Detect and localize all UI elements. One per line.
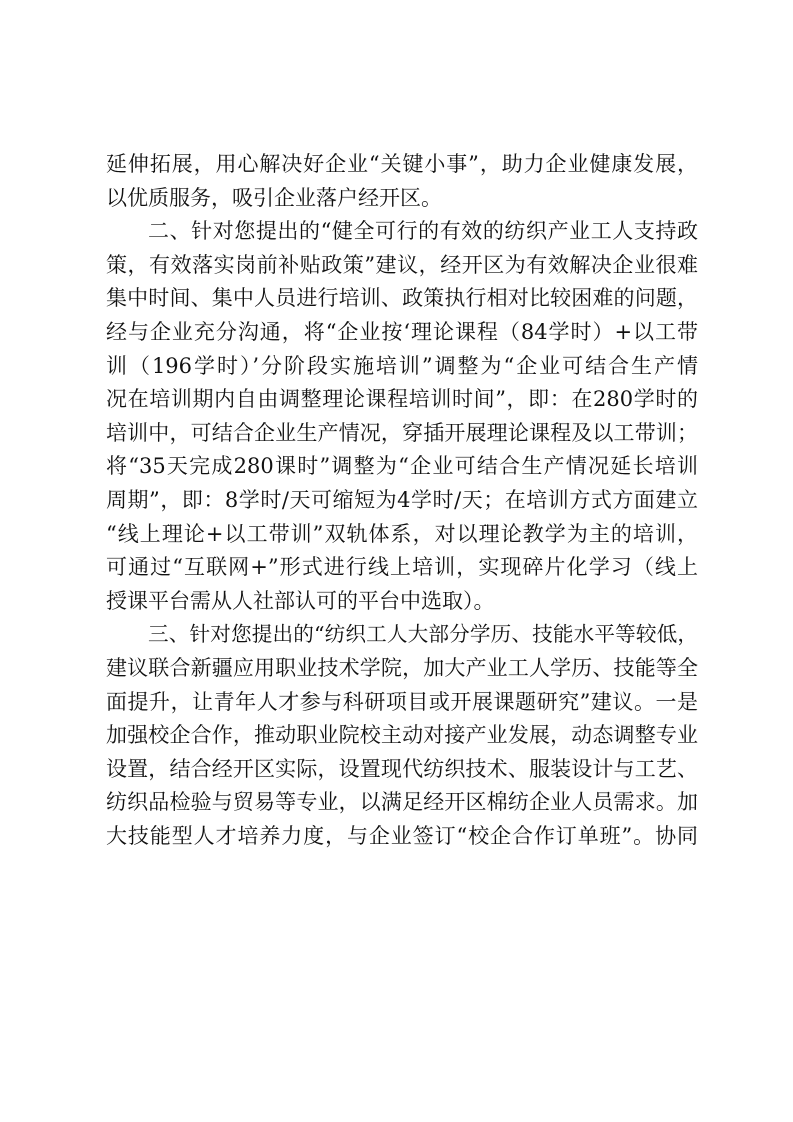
text-line: 纺织品检验与贸易等专业，以满足经开区棉纺企业人员需求。加 xyxy=(106,790,698,815)
text-line: 训（196学时）’分阶段实施培训”调整为“企业可结合生产情 xyxy=(106,353,698,378)
text-line: “线上理论+以工带训”双轨体系，对以理论教学为主的培训， xyxy=(106,521,698,546)
text-line: 以优质服务，吸引企业落户经开区。 xyxy=(106,185,442,210)
text-line: 设置，结合经开区实际，设置现代纺织技术、服装设计与工艺、 xyxy=(106,756,698,781)
text-line: 经与企业充分沟通，将“企业按‘理论课程（84学时）+以工带 xyxy=(106,319,698,344)
body-text xyxy=(106,148,698,853)
paragraph-start-line: 三、针对您提出的“纺织工人大部分学历、技能水平等较低， xyxy=(148,622,698,647)
text-line: 况在培训期内自由调整理论课程培训时间”，即：在280学时的 xyxy=(106,387,698,412)
text-line: 授课平台需从人社部认可的平台中选取）。 xyxy=(106,588,495,613)
text-line: 建议联合新疆应用职业技术学院，加大产业工人学历、技能等全 xyxy=(106,655,698,680)
text-line: 周期”，即：8学时/天可缩短为4学时/天；在培训方式方面建立 xyxy=(106,487,698,512)
paragraph-start-line: 二、针对您提出的“健全可行的有效的纺织产业工人支持政 xyxy=(148,219,698,244)
text-line: 策，有效落实岗前补贴政策”建议，经开区为有效解决企业很难 xyxy=(106,252,698,277)
text-line: 面提升，让青年人才参与科研项目或开展课题研究”建议。一是 xyxy=(106,689,698,714)
text-line: 加强校企合作，推动职业院校主动对接产业发展，动态调整专业 xyxy=(106,723,698,748)
text-line: 集中时间、集中人员进行培训、政策执行相对比较困难的问题， xyxy=(106,286,698,311)
text-line: 可通过“互联网+”形式进行线上培训，实现碎片化学习（线上 xyxy=(106,555,698,580)
text-line: 将“35天完成280课时”调整为“企业可结合生产情况延长培训 xyxy=(106,454,698,479)
text-line: 延伸拓展，用心解决好企业“关键小事”，助力企业健康发展， xyxy=(106,152,698,176)
text-line: 大技能型人才培养力度，与企业签订“校企合作订单班”。协同 xyxy=(106,823,698,848)
text-line: 培训中，可结合企业生产情况，穿插开展理论课程及以工带训； xyxy=(106,420,698,445)
